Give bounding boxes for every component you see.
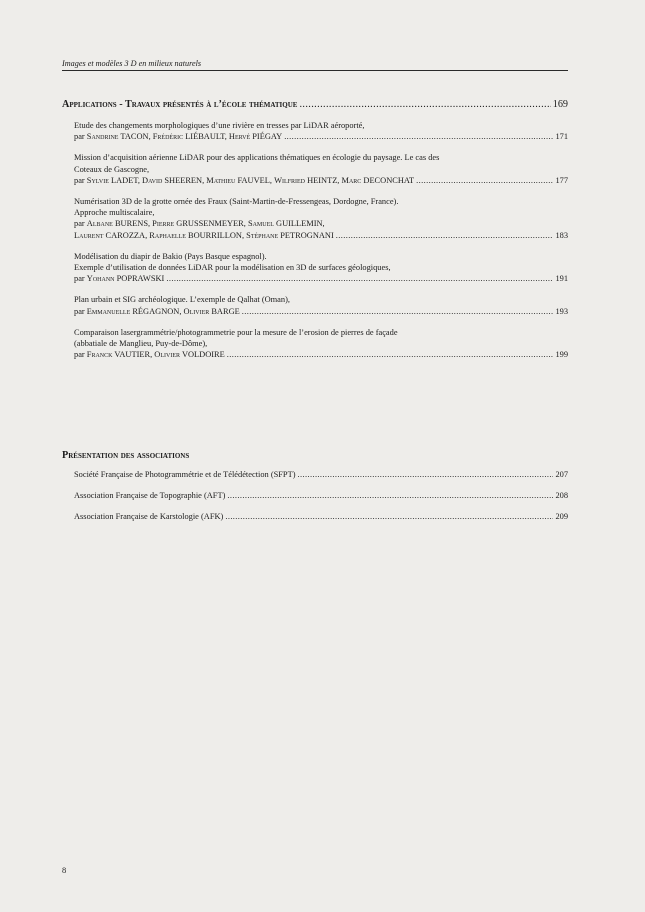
entry-author-line [74,131,568,142]
entry-title-line: Comparaison lasergrammétrie/photogrammetrie pour la mesure de l’erosion de pierres de façade [74,327,398,337]
toc-entry [74,152,568,186]
entry-author-line [74,349,568,360]
entry-authors: par Sylvie LADET, David SHEEREN, Mathieu FAUVEL, Wilfried HEINTZ, Marc DECONCHAT [74,175,415,185]
dot-leader [336,230,554,241]
dot-leader [227,349,554,360]
entry-author-line [74,273,568,284]
entry-author-line: par Albane BURENS, Pierre GRUSSENMEYER, Samuel GUILLEMIN, [74,219,325,229]
entry-authors: par Sandrine TACON, Frédéric LIÉBAULT, Hervé PIÉGAY [74,132,283,142]
entry-page: 199 [555,350,568,360]
toc-entry [74,251,568,285]
applications-section [62,98,568,360]
entry-page: 177 [555,175,568,185]
entry-author-line [74,230,568,241]
entry-title-line: Plan urbain et SIG archéologique. L’exemple de Qalhat (Oman), [74,295,290,305]
entry-page: 183 [555,230,568,240]
association-title: Association Française de Karstologie (AFK) [74,512,224,522]
entry-title-line: Numérisation 3D de la grotte ornée des Fraux (Saint-Martin-de-Fressengeas, Dordogne, France). [74,197,399,207]
entry-page: 193 [555,306,568,316]
associations-entries [62,469,568,523]
entry-title-line: Coteaux de Gascogne, [74,164,150,174]
applications-entries [62,120,568,360]
association-page: 207 [555,470,568,479]
entry-authors: Laurent CAROZZA, Raphaelle BOURRILLON, Stéphane PETROGNANI [74,230,334,240]
page-number: 8 [62,866,67,875]
header-rule [62,70,568,71]
entry-authors: par Franck VAUTIER, Olivier VOLDOIRE [74,350,225,360]
applications-heading-page: 169 [552,99,568,110]
entry-author-line [74,175,568,186]
entry-title-line: Exemple d’utilisation de données LiDAR pour la modélisation en 3D de surfaces géologiques, [74,263,391,273]
associations-heading [62,449,568,462]
association-entry [74,469,568,480]
entry-title-line: Mission d’acquisition aérienne LiDAR pour des applications thématiques en écologie du paysage. Le cas des [74,153,440,163]
dot-leader [227,490,553,501]
dot-leader [297,469,553,480]
entry-title-line: Approche multiscalaire, [74,208,155,218]
association-page: 208 [555,491,568,501]
dot-leader [416,175,553,186]
running-header: Images et modèles 3 D en milieux naturels [62,59,202,68]
entry-title-line: Modélisation du diapir de Bakio (Pays Basque espagnol). [74,251,267,261]
entry-title-line: Etude des changements morphologiques d’une rivière en tresses par LiDAR aéroporté, [74,121,365,130]
toc-entry [74,327,568,361]
entry-title-line: (abbatiale de Manglieu, Puy-de-Dôme), [74,339,208,349]
dot-leader [299,98,550,111]
dot-leader [166,273,553,284]
toc-entry [74,120,568,142]
association-title: Société Française de Photogrammétrie et de Télédétection (SFPT) [74,470,296,479]
association-entry [74,511,568,522]
dot-leader [242,306,554,317]
entry-page: 191 [555,274,568,284]
entry-author-line [74,306,568,317]
applications-heading-title: Applications - Travaux présentés à l’école thématique [62,99,298,110]
entry-authors: par Emmanuelle RÉGAGNON, Olivier BARGE [74,306,240,316]
associations-section [62,449,568,523]
dot-leader [225,511,553,522]
association-entry [74,490,568,501]
entry-page: 171 [555,132,568,142]
toc-entry [74,294,568,316]
association-title: Association Française de Topographie (AFT) [74,491,226,501]
applications-heading [62,98,568,111]
associations-heading-title: Présentation des associations [62,450,190,461]
dot-leader [284,131,553,142]
association-page: 209 [555,512,568,522]
entry-authors: par Yohann POPRAWSKI [74,274,165,284]
toc-entry [74,196,568,241]
